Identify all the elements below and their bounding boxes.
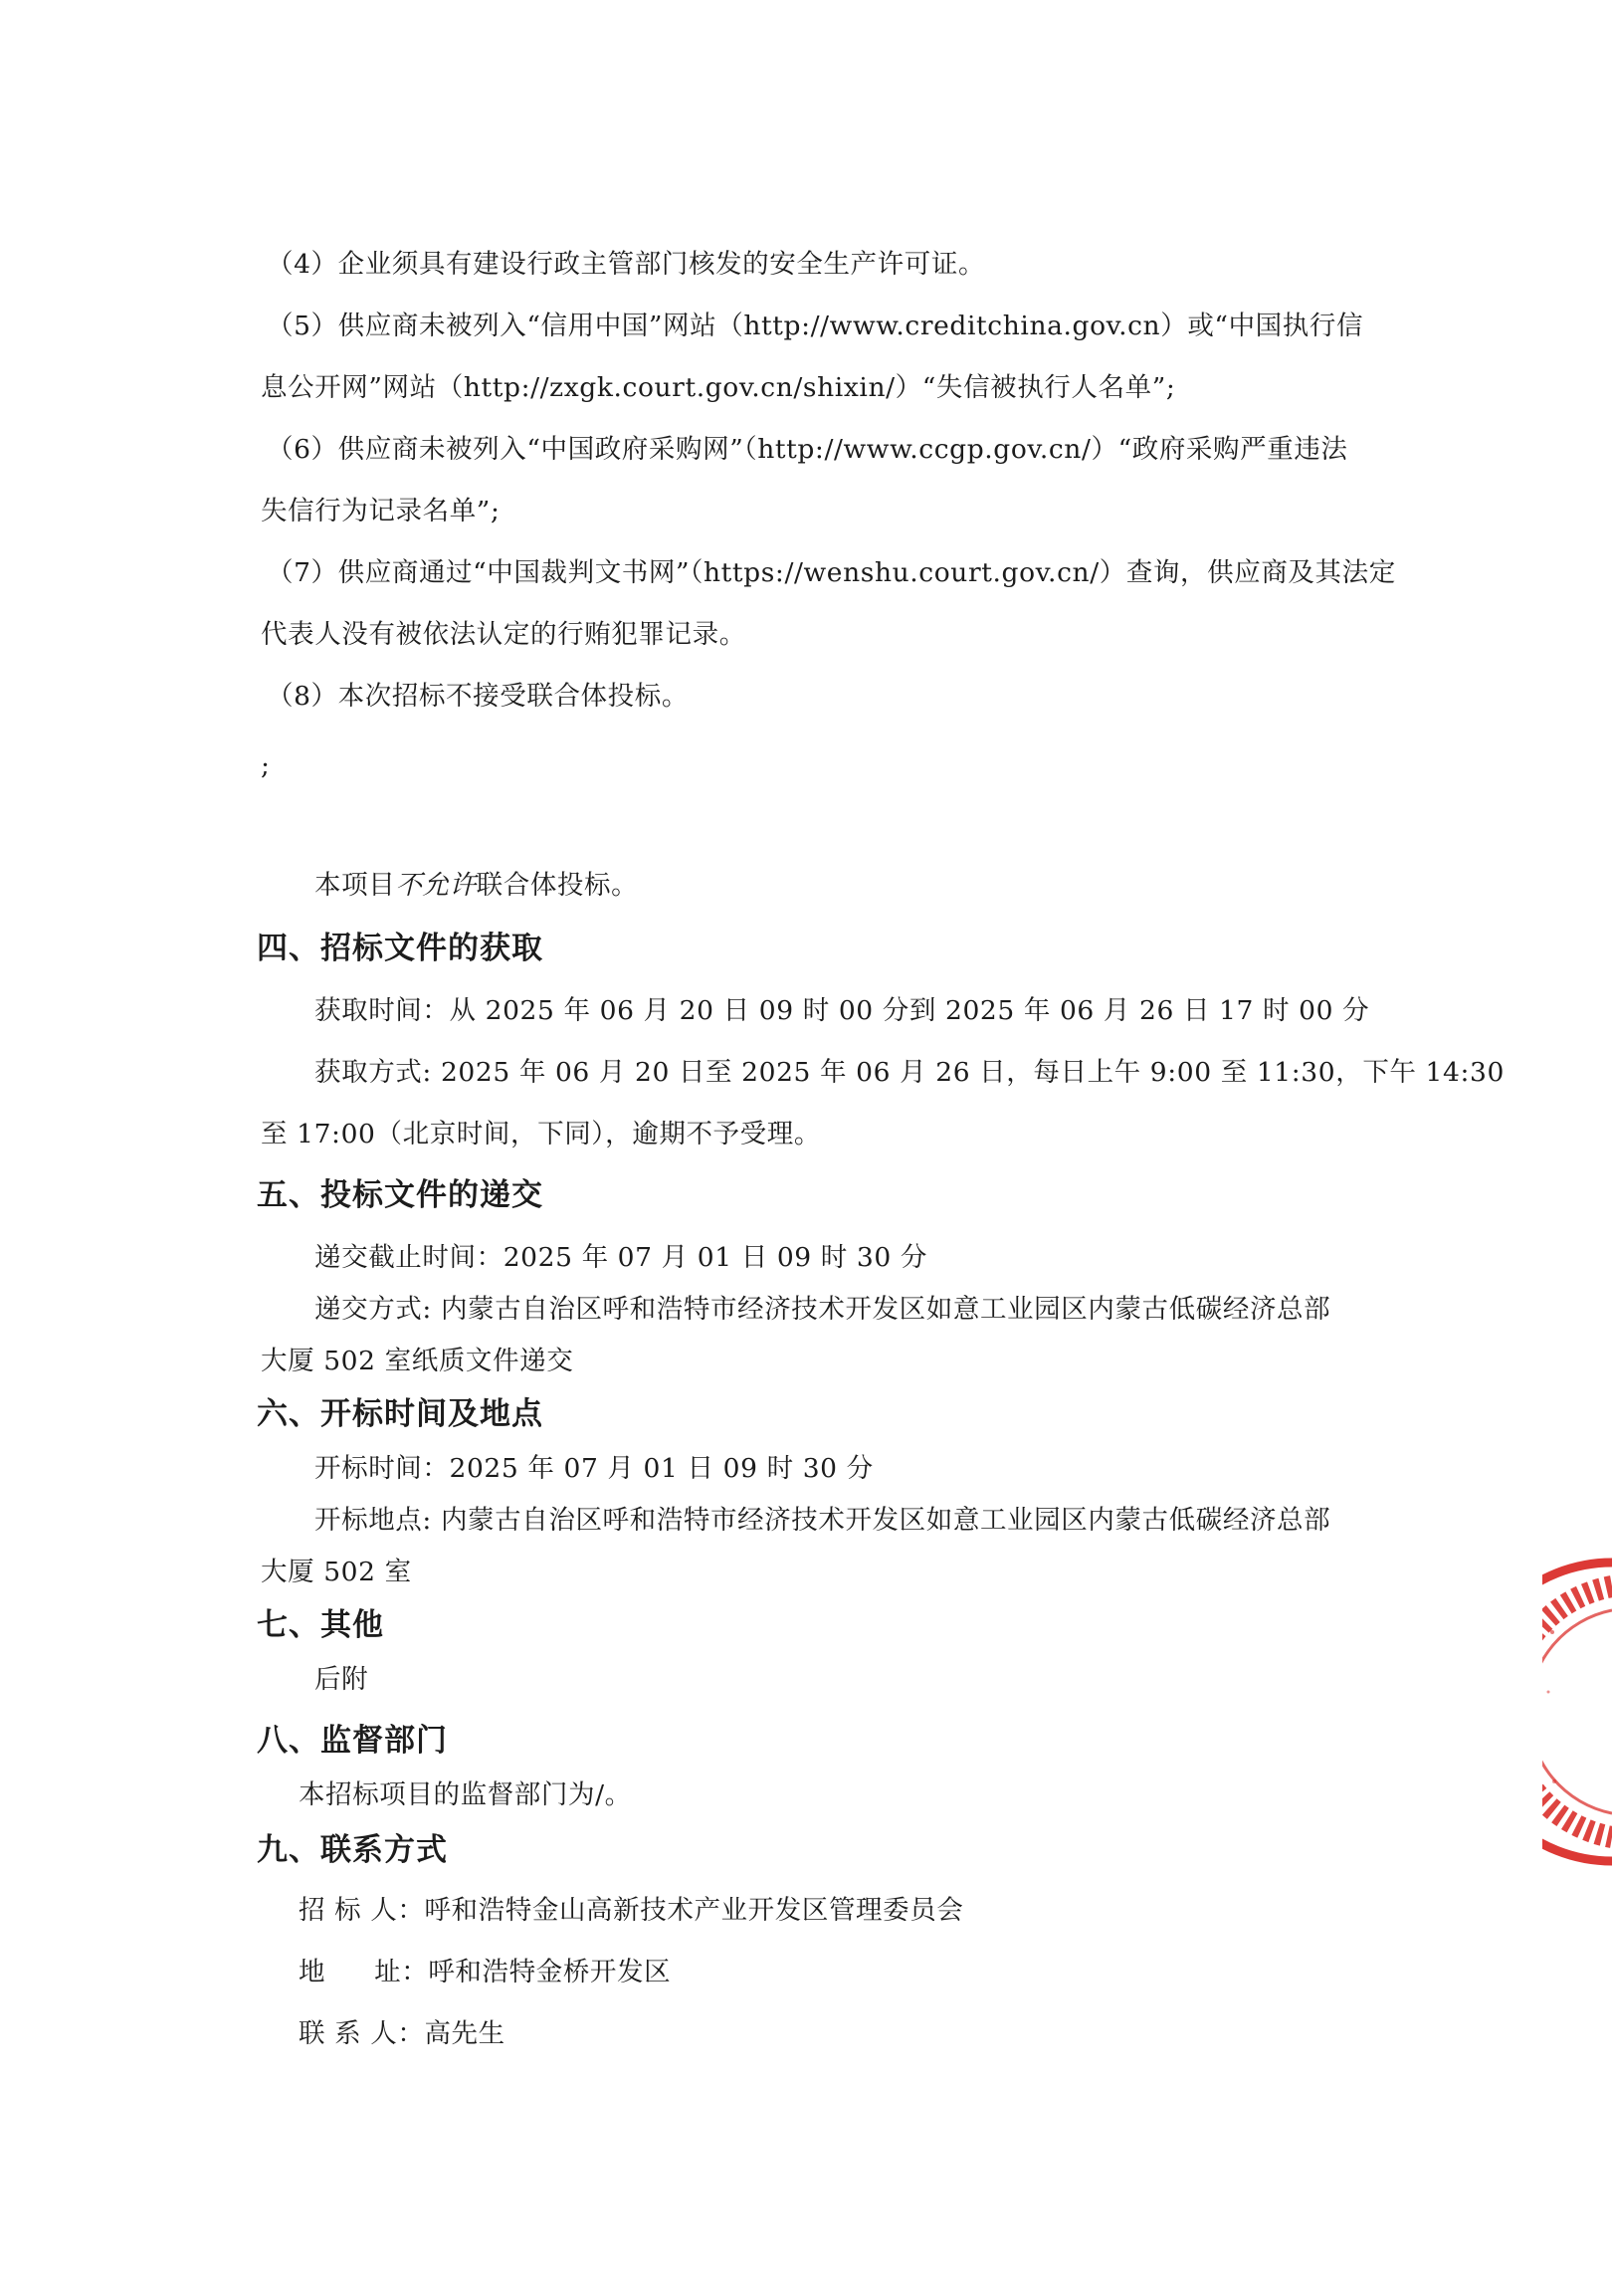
requirement-8: （8）本次招标不接受联合体投标。 [267, 681, 689, 712]
section-5-method-line-1: 递交方式: 内蒙古自治区呼和浩特市经济技术开发区如意工业园区内蒙古低碳经济总部 [314, 1294, 1331, 1325]
requirement-7-line-2: 代表人没有被依法认定的行贿犯罪记录。 [261, 619, 746, 650]
section-6-time: 开标时间：2025 年 07 月 01 日 09 时 30 分 [314, 1453, 874, 1484]
consortium-suffix: 联合体投标。 [476, 870, 639, 901]
requirement-5-line-1: （5）供应商未被列入“信用中国”网站（http://www.creditchina.gov.cn）或“中国执行信 [267, 311, 1364, 341]
contact-address [299, 1955, 671, 1990]
section-4-heading: 四、招标文件的获取 [257, 931, 543, 966]
tenderer-value: 呼和浩特金山高新技术产业开发区管理委员会 [424, 1895, 964, 1926]
section-6-place-line-2: 大厦 502 室 [261, 1557, 412, 1587]
section-5-heading: 五、投标文件的递交 [257, 1177, 543, 1213]
official-seal-fragment [1542, 1553, 1612, 1871]
contact-value: 高先生 [424, 2018, 505, 2049]
consortium-statement [314, 868, 638, 904]
section-9-heading: 九、联系方式 [257, 1832, 448, 1868]
address-label: 地 址： [299, 1957, 429, 1987]
section-4-time: 获取时间：从 2025 年 06 月 20 日 09 时 00 分到 2025 年 06 月 26 日 17 时 00 分 [314, 995, 1370, 1026]
consortium-value: 不允许 [395, 870, 477, 901]
consortium-prefix: 本项目 [314, 870, 396, 901]
section-8-content: 本招标项目的监督部门为/。 [299, 1779, 632, 1810]
tenderer-label: 招 标 人： [299, 1895, 425, 1926]
contact-label: 联 系 人： [299, 2018, 425, 2049]
section-8-heading: 八、监督部门 [257, 1723, 448, 1759]
section-5-deadline: 递交截止时间：2025 年 07 月 01 日 09 时 30 分 [314, 1242, 927, 1273]
contact-tenderer [299, 1893, 963, 1929]
section-4-method-line-1: 获取方式: 2025 年 06 月 20 日至 2025 年 06 月 26 日，每日上午 9:00 至 11:30，下午 14:30 [314, 1057, 1505, 1088]
section-5-method-line-2: 大厦 502 室纸质文件递交 [261, 1346, 574, 1376]
requirement-6-line-2: 失信行为记录名单”; [261, 496, 501, 526]
section-7-heading: 七、其他 [257, 1607, 384, 1643]
address-value: 呼和浩特金桥开发区 [428, 1957, 672, 1987]
section-4-method-line-2: 至 17:00（北京时间，下同），逾期不予受理。 [261, 1119, 821, 1149]
requirement-4: （4）企业须具有建设行政主管部门核发的安全生产许可证。 [267, 249, 986, 280]
section-6-heading: 六、开标时间及地点 [257, 1396, 543, 1432]
contact-person [299, 2016, 505, 2052]
stray-semicolon: ; [261, 750, 271, 781]
requirement-7-line-1: （7）供应商通过“中国裁判文书网”（https://wenshu.court.gov.cn/）查询，供应商及其法定 [267, 557, 1396, 588]
requirement-5-line-2: 息公开网”网站（http://zxgk.court.gov.cn/shixin/）“失信被执行人名单”; [261, 372, 1176, 403]
section-7-content: 后附 [314, 1664, 369, 1695]
requirement-6-line-1: （6）供应商未被列入“中国政府采购网”（http://www.ccgp.gov.cn/）“政府采购严重违法 [267, 434, 1348, 465]
section-6-place-line-1: 开标地点: 内蒙古自治区呼和浩特市经济技术开发区如意工业园区内蒙古低碳经济总部 [314, 1505, 1331, 1536]
